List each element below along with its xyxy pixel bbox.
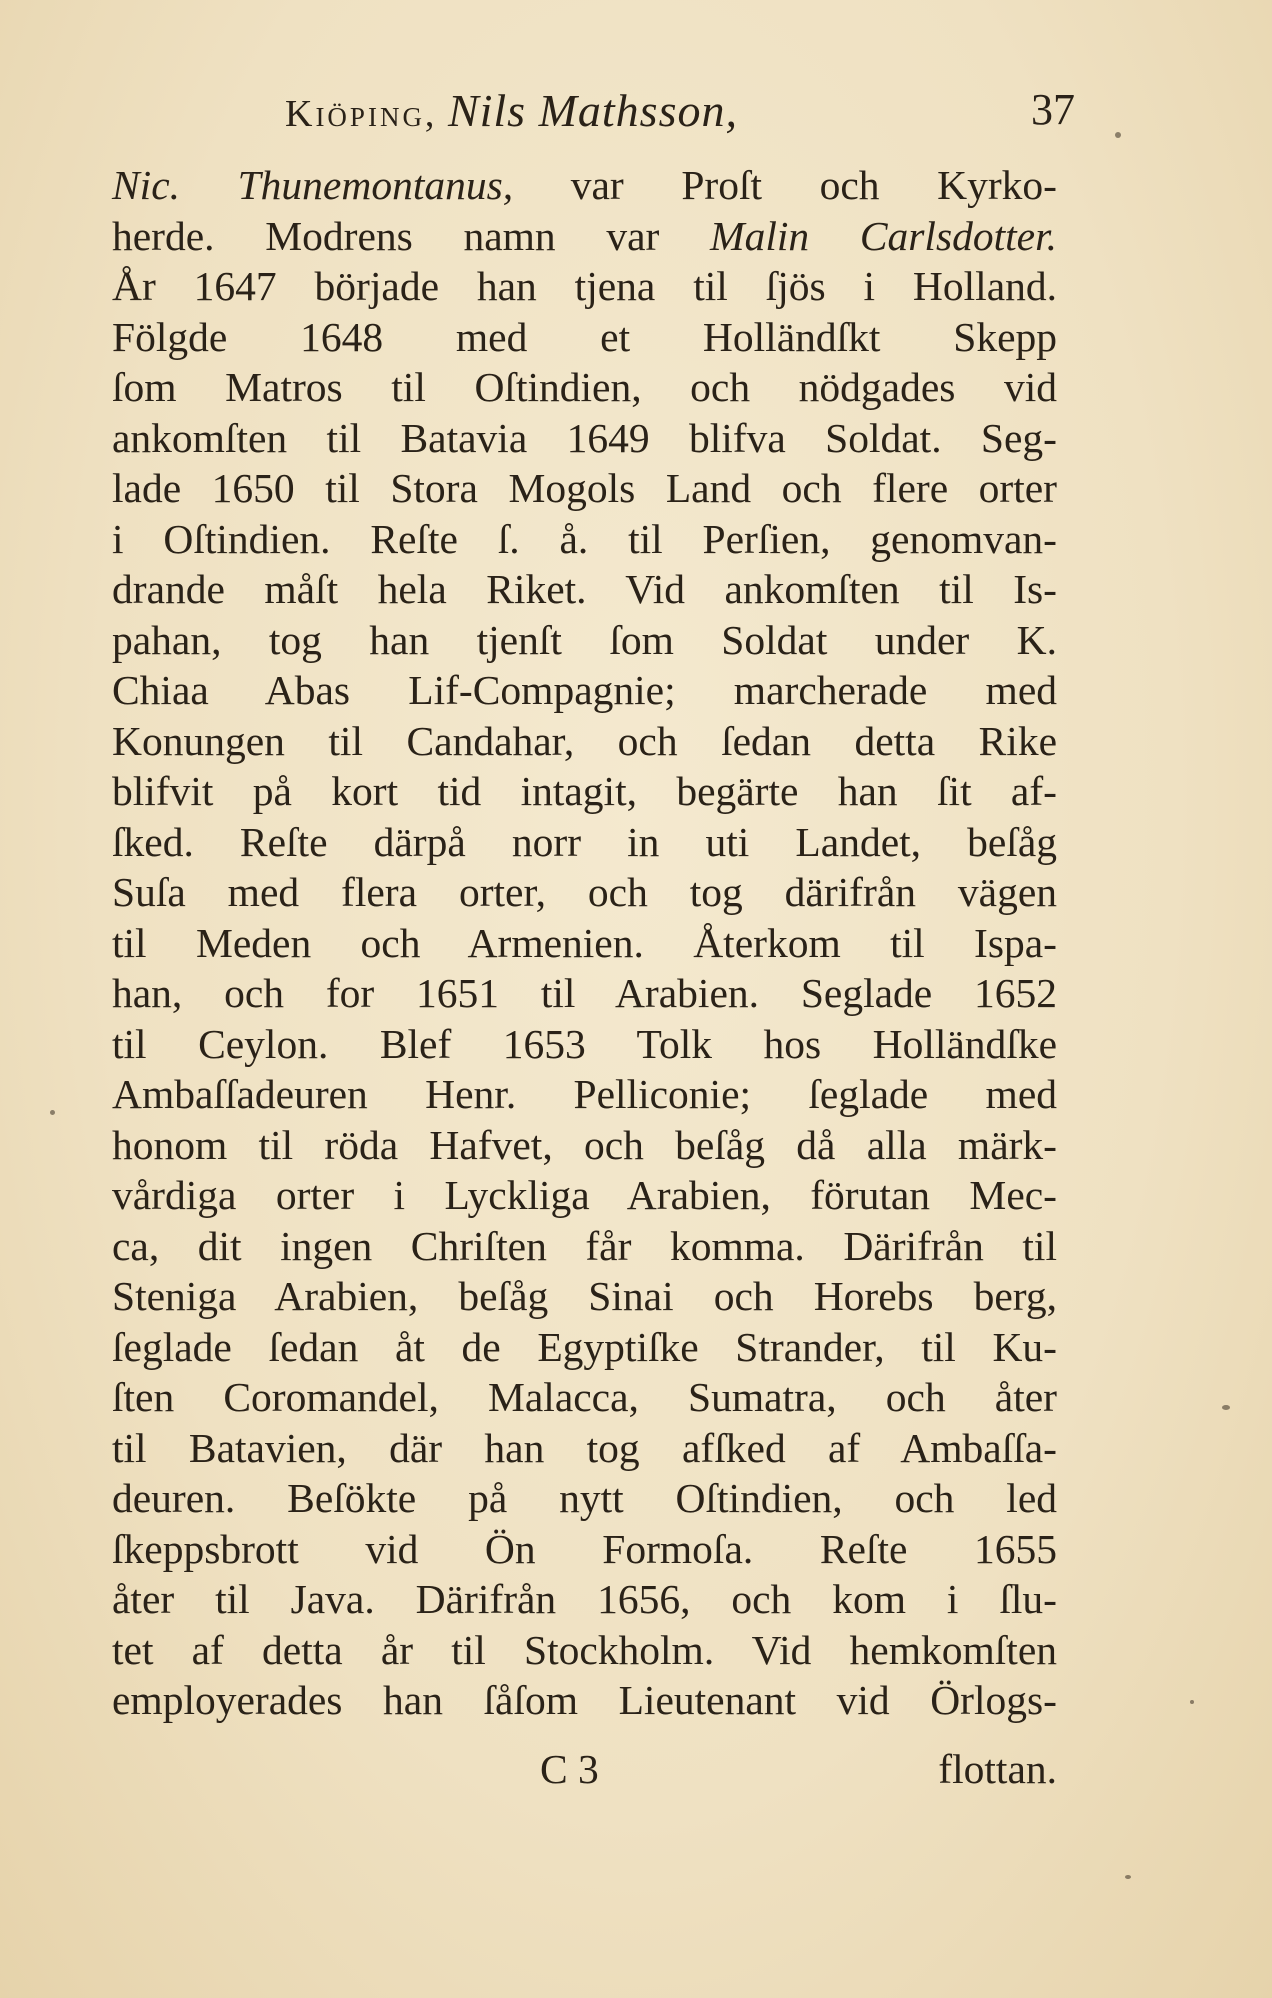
- text-line: [112, 160, 1057, 211]
- text-segment: var Proſt och Kyrko-: [513, 162, 1058, 208]
- text-line: [112, 817, 1057, 868]
- text-segment: ankomſten til Batavia 1649 blifva Soldat. Seg-: [112, 414, 1057, 461]
- text-line: [112, 867, 1057, 918]
- text-segment: ca, dit ingen Chriſten får komma. Därifrån til: [112, 1222, 1057, 1269]
- text-line: [112, 1069, 1057, 1120]
- catchword: flottan.: [938, 1746, 1057, 1792]
- text-segment: År 1647 började han tjena til ſjös i Holland.: [112, 263, 1057, 309]
- text-line: [112, 1423, 1057, 1474]
- text-line: [112, 1372, 1057, 1423]
- text-segment: Konungen til Candahar, och ſedan detta Rike: [112, 717, 1057, 764]
- paper-speck: [50, 1110, 55, 1115]
- text-segment: ſeglade ſedan åt de Egyptiſke Strander, til Ku-: [112, 1323, 1057, 1370]
- text-segment: employerades han ſåſom Lieutenant vid Örlogs-: [112, 1677, 1057, 1723]
- text-segment: drande måſt hela Riket. Vid ankomſten til Is-: [112, 566, 1057, 612]
- text-line: [112, 665, 1057, 716]
- italic-text: Nic. Thunemontanus,: [112, 162, 514, 208]
- text-line: [112, 1524, 1057, 1575]
- text-segment: Steniga Arabien, beſåg Sinai och Horebs berg,: [112, 1273, 1057, 1319]
- text-segment: til Meden och Armenien. Återkom til Ispa-: [112, 919, 1057, 966]
- text-segment: Ambaſſadeuren Henr. Pelliconie; ſeglade med: [112, 1071, 1057, 1117]
- body-text: [112, 160, 1057, 1726]
- text-line: [112, 1019, 1057, 1070]
- text-segment: ſked. Reſte därpå norr in uti Landet, beſåg: [112, 818, 1057, 865]
- text-segment: blifvit på kort tid intagit, begärte han ſit af-: [112, 768, 1057, 814]
- page-header: [285, 78, 1075, 134]
- paper-speck: [1190, 1700, 1194, 1704]
- text-line: [112, 1574, 1057, 1625]
- text-line: [112, 211, 1057, 262]
- text-segment: honom til röda Hafvet, och beſåg då alla märk-: [112, 1121, 1057, 1168]
- text-line: [112, 463, 1057, 514]
- paper-speck: [1125, 1875, 1131, 1879]
- text-line: [112, 918, 1057, 969]
- text-segment: deuren. Beſökte på nytt Oſtindien, och led: [112, 1475, 1057, 1521]
- text-line: [112, 1271, 1057, 1322]
- text-line: [112, 514, 1057, 565]
- text-segment: til Batavien, där han tog afſked af Ambaſſa-: [112, 1424, 1057, 1471]
- text-segment: Fölgde 1648 med et Holländſkt Skepp: [112, 313, 1057, 360]
- text-segment: ſkeppsbrott vid Ön Formoſa. Reſte 1655: [112, 1525, 1057, 1572]
- text-segment: ſten Coromandel, Malacca, Sumatra, och åter: [112, 1374, 1057, 1420]
- text-line: [112, 716, 1057, 767]
- text-line: [112, 1625, 1057, 1676]
- page-footer: [112, 1745, 1057, 1805]
- text-line: [112, 261, 1057, 312]
- text-line: [112, 968, 1057, 1019]
- page-number: 37: [1031, 85, 1075, 134]
- paper-speck: [1222, 1405, 1230, 1410]
- text-segment: tet af detta år til Stockholm. Vid hemkomſten: [112, 1626, 1057, 1673]
- text-segment: han, och for 1651 til Arabien. Seglade 1652: [112, 970, 1057, 1016]
- text-line: [112, 1675, 1057, 1726]
- text-segment: vårdiga orter i Lyckliga Arabien, förutan Mec-: [112, 1172, 1057, 1218]
- text-segment: til Ceylon. Blef 1653 Tolk hos Holländſke: [112, 1020, 1057, 1067]
- text-line: [112, 413, 1057, 464]
- paper-speck: [1115, 132, 1121, 138]
- text-line: [112, 1120, 1057, 1171]
- text-segment: Chiaa Abas Lif-Compagnie; marcherade med: [112, 667, 1057, 713]
- running-head-place: Kiöping,: [285, 93, 438, 135]
- text-segment: ſom Matros til Oſtindien, och nödgades vid: [112, 364, 1057, 410]
- text-segment: pahan, tog han tjenſt ſom Soldat under K.: [112, 616, 1057, 663]
- signature-mark: C 3: [540, 1746, 599, 1792]
- text-line: [112, 564, 1057, 615]
- running-head-person: Nils Mathsson,: [447, 85, 738, 136]
- text-segment: herde. Modrens namn var: [112, 212, 711, 259]
- text-line: [112, 1221, 1057, 1272]
- text-line: [112, 766, 1057, 817]
- text-segment: åter til Java. Därifrån 1656, och kom i ſlu-: [112, 1576, 1057, 1622]
- running-head: [285, 84, 738, 137]
- text-line: [112, 1170, 1057, 1221]
- text-segment: Suſa med flera orter, och tog därifrån vägen: [112, 869, 1057, 915]
- text-line: [112, 362, 1057, 413]
- italic-text: Malin Carlsdotter.: [710, 212, 1057, 259]
- text-line: [112, 1473, 1057, 1524]
- text-line: [112, 312, 1057, 363]
- text-line: [112, 1322, 1057, 1373]
- text-segment: i Oſtindien. Reſte ſ. å. til Perſien, genomvan-: [112, 515, 1057, 562]
- text-line: [112, 615, 1057, 666]
- text-segment: lade 1650 til Stora Mogols Land och flere orter: [112, 465, 1057, 511]
